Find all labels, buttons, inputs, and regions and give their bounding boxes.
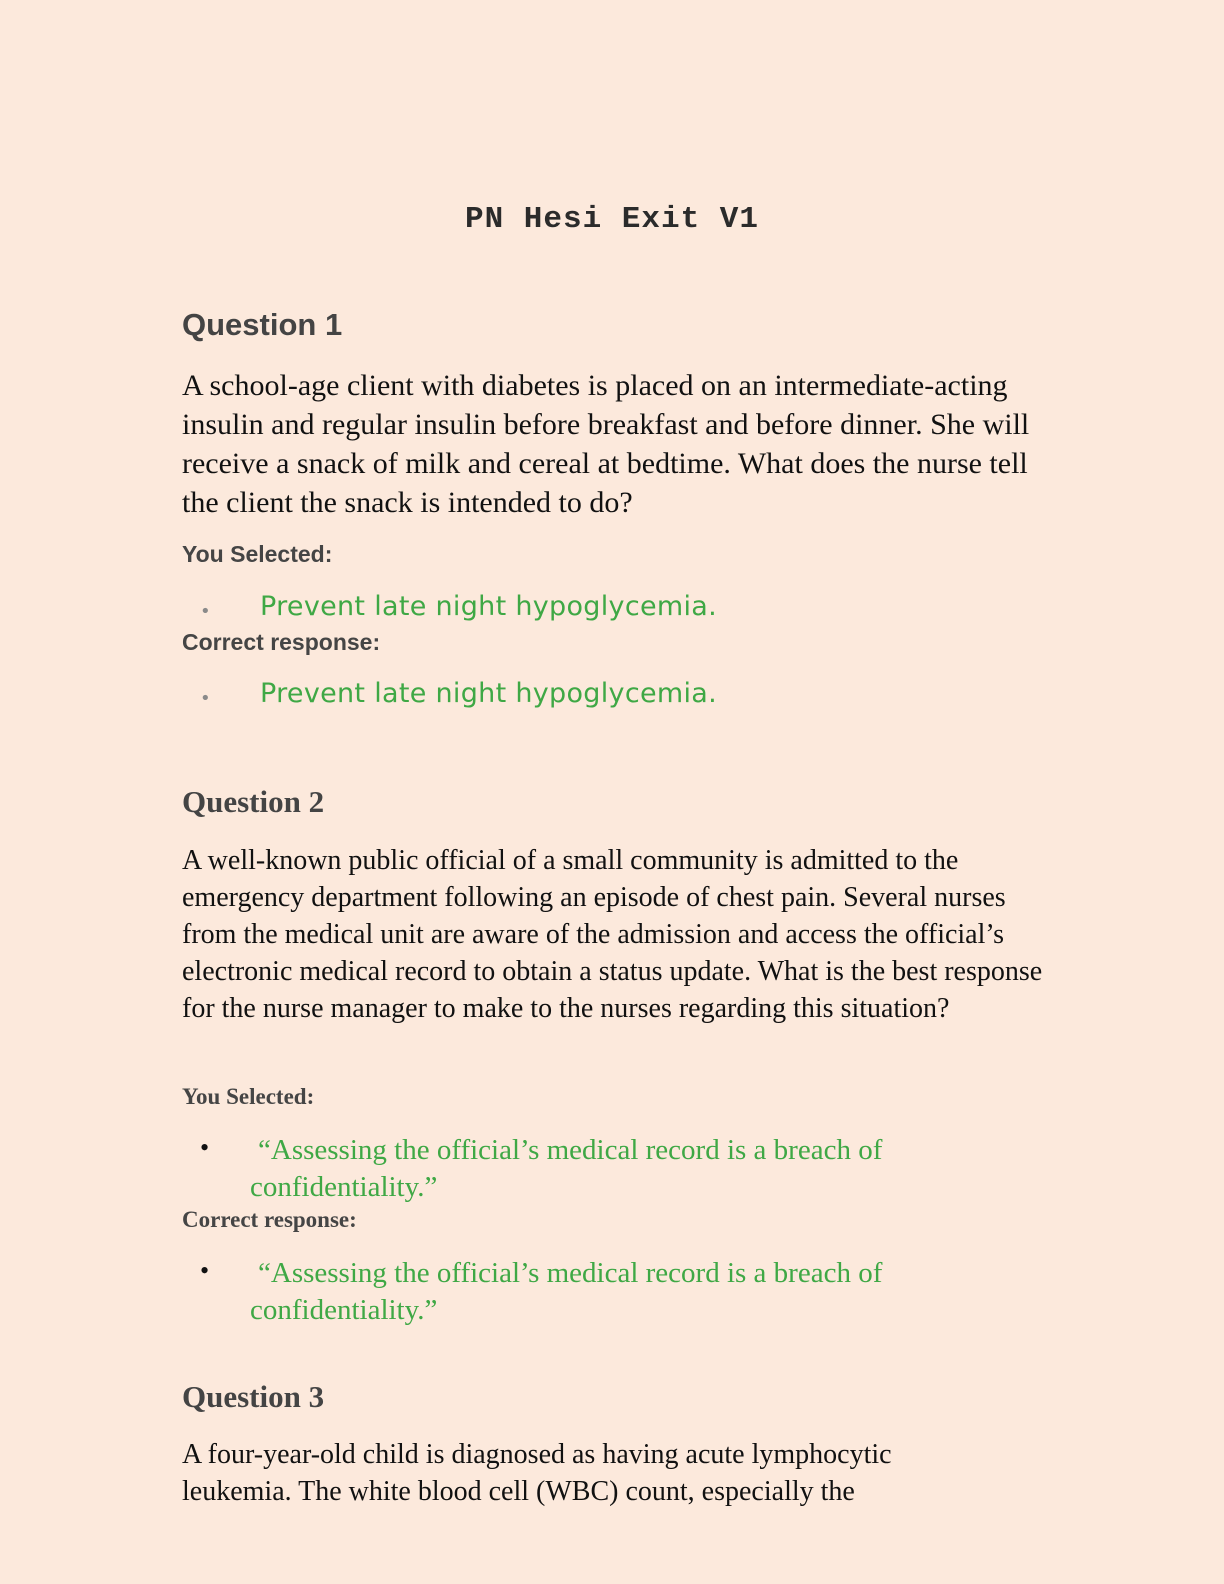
question-text: A four-year-old child is diagnosed as having acute lymphocytic leukemia. The white blood cell (WBC) count, especially the [182,1439,892,1507]
selected-answer: “Assessing the official’s medical record is a breach of confidentiality.” [250,1134,883,1203]
question-heading: Question 2 [182,784,325,819]
selected-answer: Prevent late night hypoglycemia. [260,591,718,622]
correct-answer: “Assessing the official’s medical record is a breach of confidentiality.” [250,1257,883,1326]
bullet-icon: • [200,601,211,622]
question-text: A well-known public official of a small community is admitted to the emergency department following an episode of chest pain. Several nurses from the medical unit are aware of the admission and access the official’s electronic medical record to obtain a status update. What is the best response for the nurse manager to make to the nurses regarding this situation? [182,845,1043,1024]
question-text: A school-age client with diabetes is placed on an intermediate-acting insulin and regular insulin before breakfast and before dinner. She will receive a snack of milk and cereal at bedtime. What does the nurse tell the client the snack is intended to do? [182,369,1030,519]
bullet-icon: • [200,688,211,709]
you-selected-label: You Selected: [182,1084,315,1109]
question-heading: Question 1 [182,307,343,342]
you-selected-label: You Selected: [182,541,333,567]
document-title: PN Hesi Exit V1 [464,202,760,237]
question-heading: Question 3 [182,1379,325,1414]
correct-answer: Prevent late night hypoglycemia. [260,678,718,709]
correct-response-label: Correct response: [182,629,381,655]
correct-response-label: Correct response: [182,1207,357,1232]
bullet-icon: • [200,1256,210,1285]
bullet-icon: • [200,1133,210,1162]
